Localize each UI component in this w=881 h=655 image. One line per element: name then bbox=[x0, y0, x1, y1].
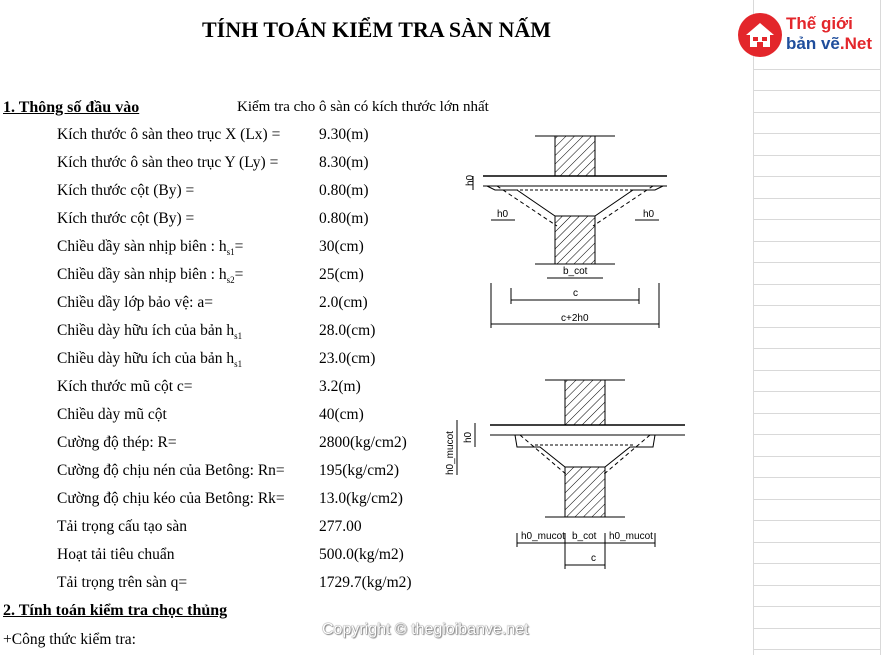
param-label: Kích thước mũ cột c= bbox=[57, 378, 193, 395]
param-value: 23.0(cm) bbox=[319, 350, 376, 367]
param-label: Chiều dầy lớp bảo vệ: a= bbox=[57, 294, 213, 311]
fig2-b-cot: b_cot bbox=[572, 531, 597, 542]
column-upper bbox=[535, 136, 615, 176]
formula-label: +Công thức kiểm tra: bbox=[3, 631, 136, 648]
house-icon bbox=[738, 13, 782, 57]
param-row bbox=[57, 350, 747, 372]
fig1-h0-vertical: h0 bbox=[465, 174, 476, 186]
param-value: 13.0(kg/cm2) bbox=[319, 490, 403, 507]
drop-panel-diagram-2 bbox=[445, 375, 705, 575]
param-label: Kích thước ô sàn theo trục Y (Ly) = bbox=[57, 154, 279, 171]
fig1-h0-right: h0 bbox=[643, 209, 655, 220]
site-logo[interactable] bbox=[738, 9, 878, 59]
param-label: Cường độ thép: R= bbox=[57, 434, 177, 451]
param-row bbox=[57, 574, 747, 596]
fig2-h0-vertical: h0 bbox=[463, 431, 474, 443]
param-value: 1729.7(kg/m2) bbox=[319, 574, 412, 591]
param-value: 3.2(m) bbox=[319, 378, 361, 395]
param-value: 28.0(cm) bbox=[319, 322, 376, 339]
section2-heading: 2. Tính toán kiểm tra chọc thủng bbox=[3, 602, 228, 619]
param-label: Tải trọng trên sàn q= bbox=[57, 574, 188, 591]
param-label: Chiều dày mũ cột bbox=[57, 406, 167, 423]
copyright-watermark: Copyright © thegioibanve.net bbox=[322, 621, 529, 638]
param-value: 277.00 bbox=[319, 518, 362, 535]
param-value: 25(cm) bbox=[319, 266, 364, 283]
param-value: 30(cm) bbox=[319, 238, 364, 255]
spreadsheet-grid bbox=[753, 0, 881, 655]
param-value: 195(kg/cm2) bbox=[319, 462, 400, 479]
param-value: 2800(kg/cm2) bbox=[319, 434, 407, 451]
param-label: Kích thước ô sàn theo trục X (Lx) = bbox=[57, 126, 281, 143]
param-value: 0.80(m) bbox=[319, 182, 369, 199]
param-label: Kích thước cột (By) = bbox=[57, 210, 195, 227]
fig2-c: c bbox=[591, 553, 596, 564]
param-value: 40(cm) bbox=[319, 406, 364, 423]
logo-text-suffix: .Net bbox=[839, 34, 872, 53]
param-label: Cường độ chịu nén của Betông: Rn= bbox=[57, 462, 285, 479]
param-value: 9.30(m) bbox=[319, 126, 369, 143]
param-label: Tải trọng cấu tạo sàn bbox=[57, 518, 187, 535]
param-label: Chiều dày hữu ích của bản $h_{s1}$ bbox=[57, 322, 243, 342]
param-value: 0.80(m) bbox=[319, 210, 369, 227]
param-label: Kích thước cột (By) = bbox=[57, 182, 195, 199]
fig1-c-plus-2h0: c+2h0 bbox=[561, 313, 589, 324]
section1-note: Kiểm tra cho ô sàn có kích thước lớn nhất bbox=[237, 99, 489, 115]
param-label: Chiều dầy sàn nhịp biên : $h_{s2}=$ bbox=[57, 266, 244, 286]
fig2-h0-mucot-vertical: h0_mucot bbox=[445, 431, 456, 475]
logo-text-line2 bbox=[786, 34, 872, 54]
fig1-h0-left: h0 bbox=[497, 209, 509, 220]
logo-text-line1: Thế giới bbox=[786, 14, 853, 33]
column-upper bbox=[545, 380, 625, 425]
fig2-h0-mucot-left: h0_mucot bbox=[521, 531, 565, 542]
param-label: Chiều dầy sàn nhịp biên : $h_{s1}=$ bbox=[57, 238, 244, 258]
page-title: TÍNH TOÁN KIỂM TRA SÀN NẤM bbox=[201, 17, 551, 42]
section1-heading: 1. Thông số đầu vào bbox=[3, 99, 140, 116]
drop-panel-diagram-1 bbox=[455, 128, 695, 333]
param-value: 8.30(m) bbox=[319, 154, 369, 171]
fig1-c: c bbox=[573, 288, 578, 299]
column-lower bbox=[535, 216, 615, 264]
fig1-b-cot: b_cot bbox=[563, 266, 588, 277]
fig2-h0-mucot-right: h0_mucot bbox=[609, 531, 653, 542]
param-value: 2.0(cm) bbox=[319, 294, 368, 311]
param-label: Chiều dày hữu ích của bản $h_{s1}$ bbox=[57, 350, 243, 370]
dimension-lines bbox=[457, 420, 655, 569]
param-label: Cường độ chịu kéo của Betông: Rk= bbox=[57, 490, 285, 507]
column-lower bbox=[545, 467, 625, 517]
param-label: Hoạt tải tiêu chuẩn bbox=[57, 546, 175, 563]
logo-text-main: bản vẽ bbox=[786, 34, 840, 53]
param-value: 500.0(kg/m2) bbox=[319, 546, 404, 563]
